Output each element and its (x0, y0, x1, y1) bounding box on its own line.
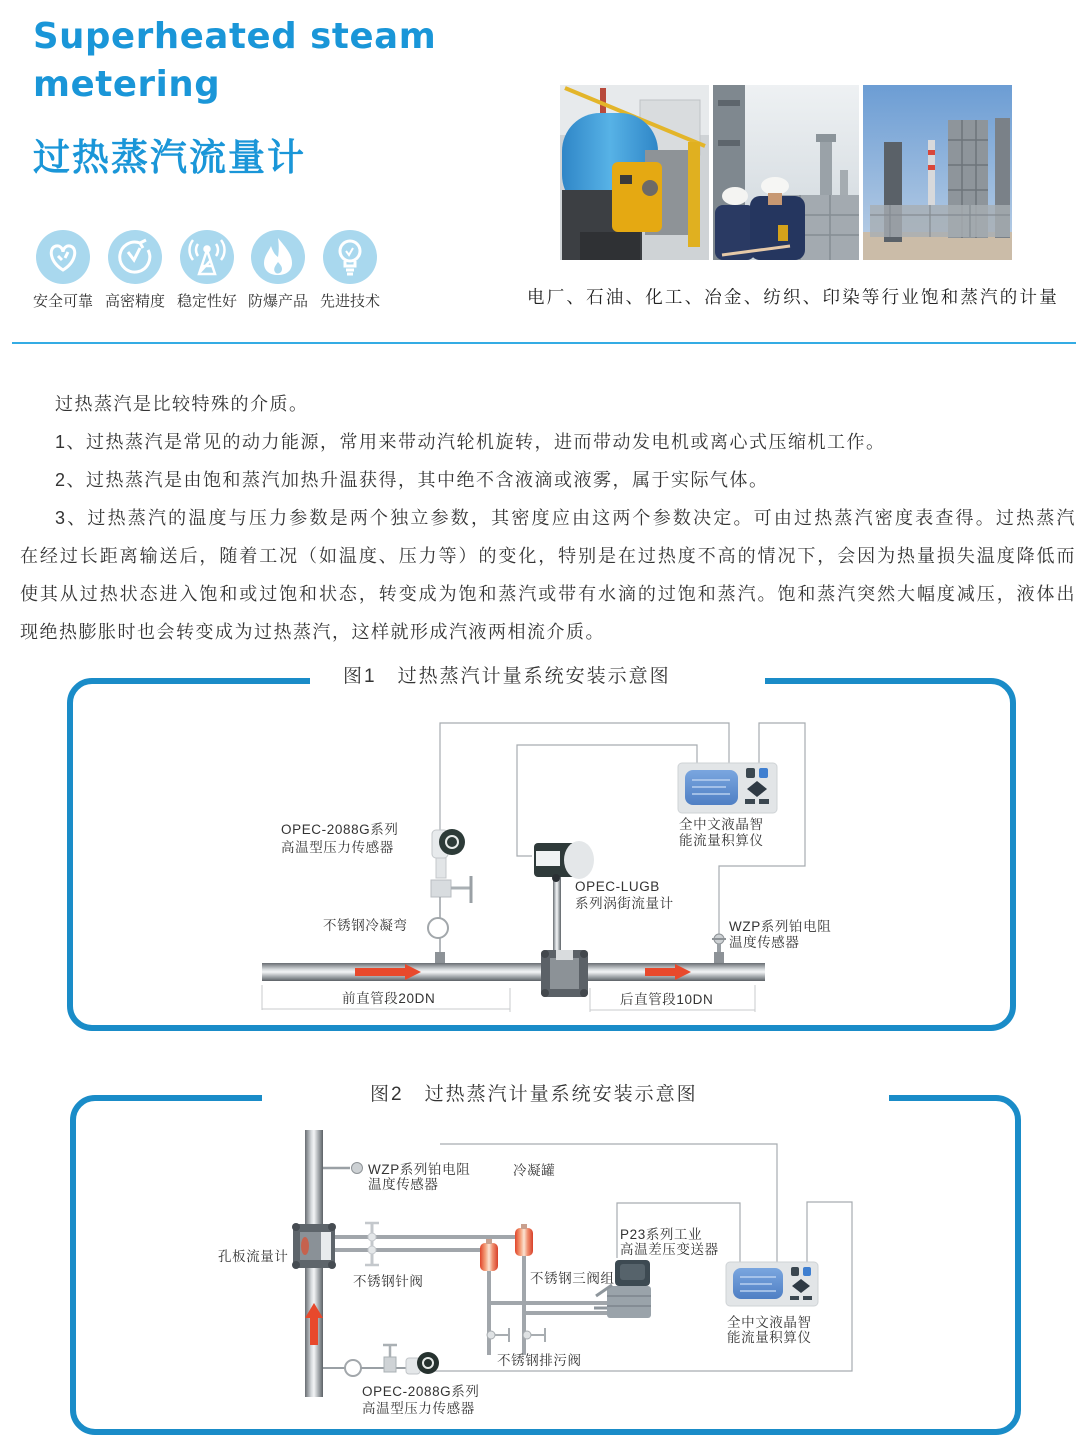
temperature-sensor (323, 1163, 363, 1174)
label-temperature-sensor: 温度传感器 (368, 1177, 439, 1192)
feature-icon-technology (323, 230, 377, 284)
title-chinese: 过热蒸汽流量计 (33, 137, 306, 178)
intro-line: 3、过热蒸汽的温度与压力参数是两个独立参数，其密度应由这两个参数决定。可由过热蒸汽密度表查得。过热蒸汽 (55, 508, 1076, 528)
title-english-line2: metering (33, 64, 221, 105)
feature-icon-stability (180, 230, 234, 284)
flow-totalizer (678, 763, 777, 813)
feature-label-explosion-proof: 防爆产品 (247, 293, 308, 310)
pressure-transmitter (323, 1345, 439, 1376)
intro-line: 使其从过热状态进入饱和或过饱和状态，转变成为饱和蒸汽或带有水滴的过饱和蒸汽。饱和蒸汽突然大幅度减压，液体出 (20, 584, 1076, 604)
label-flow-totalizer: 全中文液晶智 (679, 817, 764, 832)
feature-label-safety: 安全可靠 (32, 293, 93, 310)
feature-icon-explosion-proof (251, 230, 305, 284)
needle-valve (365, 1223, 379, 1265)
photo-caption: 电厂、石油、化工、冶金、纺织、印染等行业饱和蒸汽的计量 (527, 287, 1059, 307)
feature-label-stability: 稳定性好 (176, 293, 237, 310)
photo-boiler-room (560, 85, 709, 260)
label-upstream-straight-run: 前直管段20DN (342, 991, 436, 1006)
photo-refinery-towers (863, 85, 1012, 260)
intro-line: 现绝热膨胀时也会转变成为过热蒸汽，这样就形成汽液两相流介质。 (20, 622, 605, 642)
label-downstream-straight-run: 后直管段10DN (620, 992, 714, 1007)
flow-totalizer (726, 1262, 818, 1306)
title-english-line1: Superheated steam (33, 16, 437, 57)
intro-line: 1、过热蒸汽是常见的动力能源，常用来带动汽轮机旋转，进而带动发电机或离心式压缩机工作。 (55, 432, 886, 452)
label-condensing-bend: 不锈钢冷凝弯 (323, 918, 408, 933)
label-pressure-sensor: OPEC-2088G系列 (281, 822, 399, 837)
figure1-caption: 图1 过热蒸汽计量系统安装示意图 (343, 666, 671, 687)
label-drain-valve: 不锈钢排污阀 (497, 1353, 582, 1368)
label-vortex-flowmeter: 系列涡街流量计 (575, 896, 674, 911)
condensate-pot (480, 1239, 498, 1271)
vortex-flowmeter (534, 841, 594, 997)
label-flow-totalizer: 能流量积算仪 (679, 833, 764, 848)
label-temperature-sensor: WZP系列铂电阻 (729, 919, 832, 934)
figure2-frame (73, 1098, 1018, 1432)
label-needle-valve: 不锈钢针阀 (353, 1274, 424, 1289)
label-dp-transmitter: 高温差压变送器 (620, 1242, 719, 1257)
feature-icon-precision (108, 230, 162, 284)
orifice-plate-flowmeter (292, 1223, 336, 1269)
label-pressure-sensor: 高温型压力传感器 (281, 840, 394, 855)
temperature-sensor (712, 934, 726, 963)
condensate-pot (515, 1224, 533, 1256)
label-flow-totalizer: 能流量积算仪 (727, 1330, 812, 1345)
label-pressure-sensor: 高温型压力传感器 (362, 1401, 475, 1416)
label-flow-totalizer: 全中文液晶智 (727, 1315, 812, 1330)
label-temperature-sensor: 温度传感器 (729, 935, 800, 950)
label-orifice-flowmeter: 孔板流量计 (218, 1249, 289, 1264)
impulse-tubing (335, 1237, 612, 1355)
intro-line: 在经过长距离输送后，随着工况（如温度、压力等）的变化，特别是在过热度不高的情况下，会因为热量损失温度降低而 (20, 546, 1076, 566)
label-pressure-sensor: OPEC-2088G系列 (362, 1384, 480, 1399)
label-vortex-flowmeter: OPEC-LUGB (575, 879, 660, 894)
label-three-valve-manifold: 不锈钢三阀组 (530, 1271, 615, 1286)
drain-valve (487, 1328, 545, 1342)
figure2-caption: 图2 过热蒸汽计量系统安装示意图 (370, 1084, 698, 1105)
feature-label-technology: 先进技术 (319, 293, 380, 310)
photo-engineers-refinery (713, 85, 859, 260)
pressure-transmitter (428, 829, 471, 963)
label-condensate-pot: 冷凝罐 (513, 1163, 556, 1178)
label-dp-transmitter: P23系列工业 (620, 1227, 703, 1242)
intro-line: 2、过热蒸汽是由饱和蒸汽加热升温获得，其中绝不含液滴或液雾，属于实际气体。 (55, 470, 769, 490)
label-temperature-sensor: WZP系列铂电阻 (368, 1162, 471, 1177)
differential-pressure-transmitter (594, 1260, 651, 1318)
feature-label-precision: 高密精度 (104, 293, 165, 310)
intro-line: 过热蒸汽是比较特殊的介质。 (55, 394, 309, 414)
feature-icon-safety (36, 230, 90, 284)
